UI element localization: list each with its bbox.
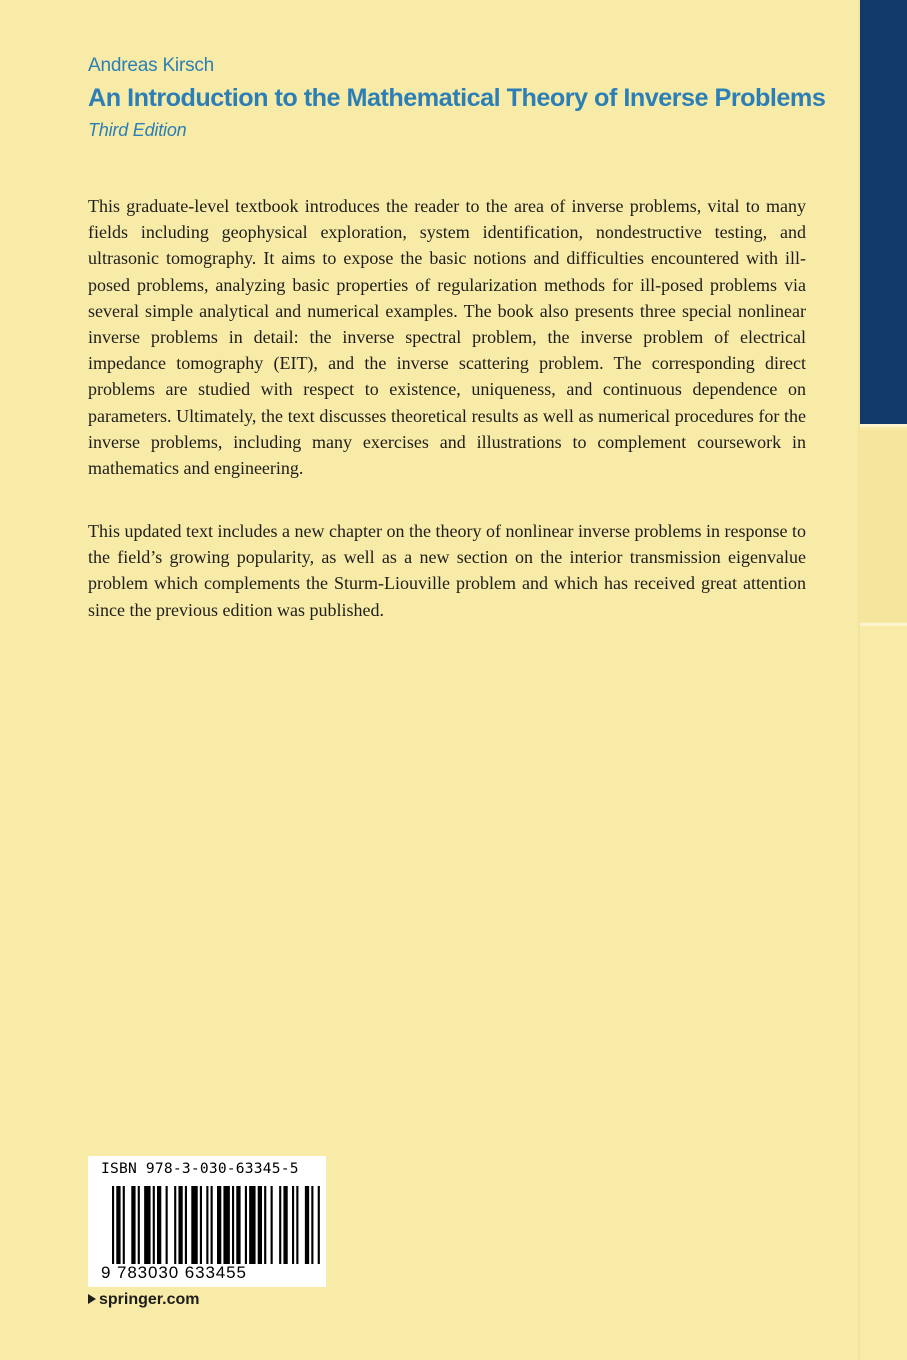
publisher-url: springer.com xyxy=(99,1291,200,1308)
barcode-bar xyxy=(264,1186,266,1264)
barcode-bar xyxy=(296,1186,298,1264)
spine-divider xyxy=(860,424,907,427)
barcode-bar xyxy=(217,1186,221,1264)
barcode-bar xyxy=(200,1186,202,1264)
barcode-bar xyxy=(249,1186,255,1264)
barcode-bar xyxy=(178,1186,182,1264)
barcode-bar xyxy=(258,1186,262,1264)
barcode-digits: 9 783030 633455 xyxy=(101,1263,247,1282)
blurb-paragraph: This updated text includes a new chapter on the theory of nonlinear inverse problems in response to the field’s growing popularity, as well as a new section on the interior transmission eigenvalue problem which complements the Sturm-Liouville problem and which has received great attention since the previous edition was published. xyxy=(88,521,806,620)
barcode-bar xyxy=(206,1186,208,1264)
barcode-bar xyxy=(305,1186,309,1264)
barcode-bar xyxy=(153,1186,155,1264)
barcode-bar xyxy=(112,1186,114,1264)
barcode-bar xyxy=(174,1186,176,1264)
barcode-bar xyxy=(283,1186,287,1264)
barcode-bar xyxy=(318,1186,320,1264)
spine-divider xyxy=(860,623,907,626)
blurb-paragraph: This graduate-level textbook introduces the reader to the area of inverse problems, vital to many fields including geophysical exploration, system identification, nondestructive testing, and ultrasonic tomography. It aims to expose the basic notions and difficulties encountered with ill-posed problems, analyzing basic properties of regularization methods for ill-posed problems via several simple analytical and numerical examples. The book also presents three special nonlinear inverse problems in detail: the inverse spectral problem, the inverse problem of electrical impedance tomography (EIT), and the inverse scattering problem. The corresponding direct problems are studied with respect to existence, uniqueness, and continuous dependence on parameters. Ultimately, the text discusses theoretical results as well as numerical procedures for the inverse problems, including many exercises and illustrations to complement coursework in mathematics and engineering. xyxy=(88,196,806,479)
barcode-bar xyxy=(116,1186,120,1264)
book-title: An Introduction to the Mathematical Theory of Inverse Problems xyxy=(88,84,826,112)
barcode-bar xyxy=(271,1186,273,1264)
barcode-bar xyxy=(144,1186,150,1264)
barcode-bar xyxy=(123,1186,125,1264)
right-triangle-icon xyxy=(88,1294,96,1304)
barcode-bar xyxy=(138,1186,140,1264)
barcode-bar xyxy=(236,1186,240,1264)
barcode-bar xyxy=(232,1186,234,1264)
barcode-bar xyxy=(157,1186,161,1264)
publisher-link[interactable] xyxy=(88,1291,199,1309)
barcode-bar xyxy=(191,1186,197,1264)
author-name: Andreas Kirsch xyxy=(88,55,215,76)
barcode-bar xyxy=(292,1186,294,1264)
barcode-bar xyxy=(279,1186,281,1264)
barcode-bar xyxy=(166,1186,168,1264)
barcode-bar xyxy=(223,1186,229,1264)
barcode-image xyxy=(112,1186,322,1264)
edition-label: Third Edition xyxy=(88,120,187,140)
barcode-bar xyxy=(211,1186,213,1264)
spine-color-band xyxy=(860,0,907,424)
barcode-bar xyxy=(131,1186,135,1264)
barcode-bar xyxy=(311,1186,313,1264)
barcode-bar xyxy=(245,1186,247,1264)
barcode-panel xyxy=(88,1156,326,1287)
spine-light-band xyxy=(860,430,907,622)
isbn-label: ISBN 978-3-030-63345-5 xyxy=(101,1160,299,1177)
barcode-bar xyxy=(185,1186,187,1264)
